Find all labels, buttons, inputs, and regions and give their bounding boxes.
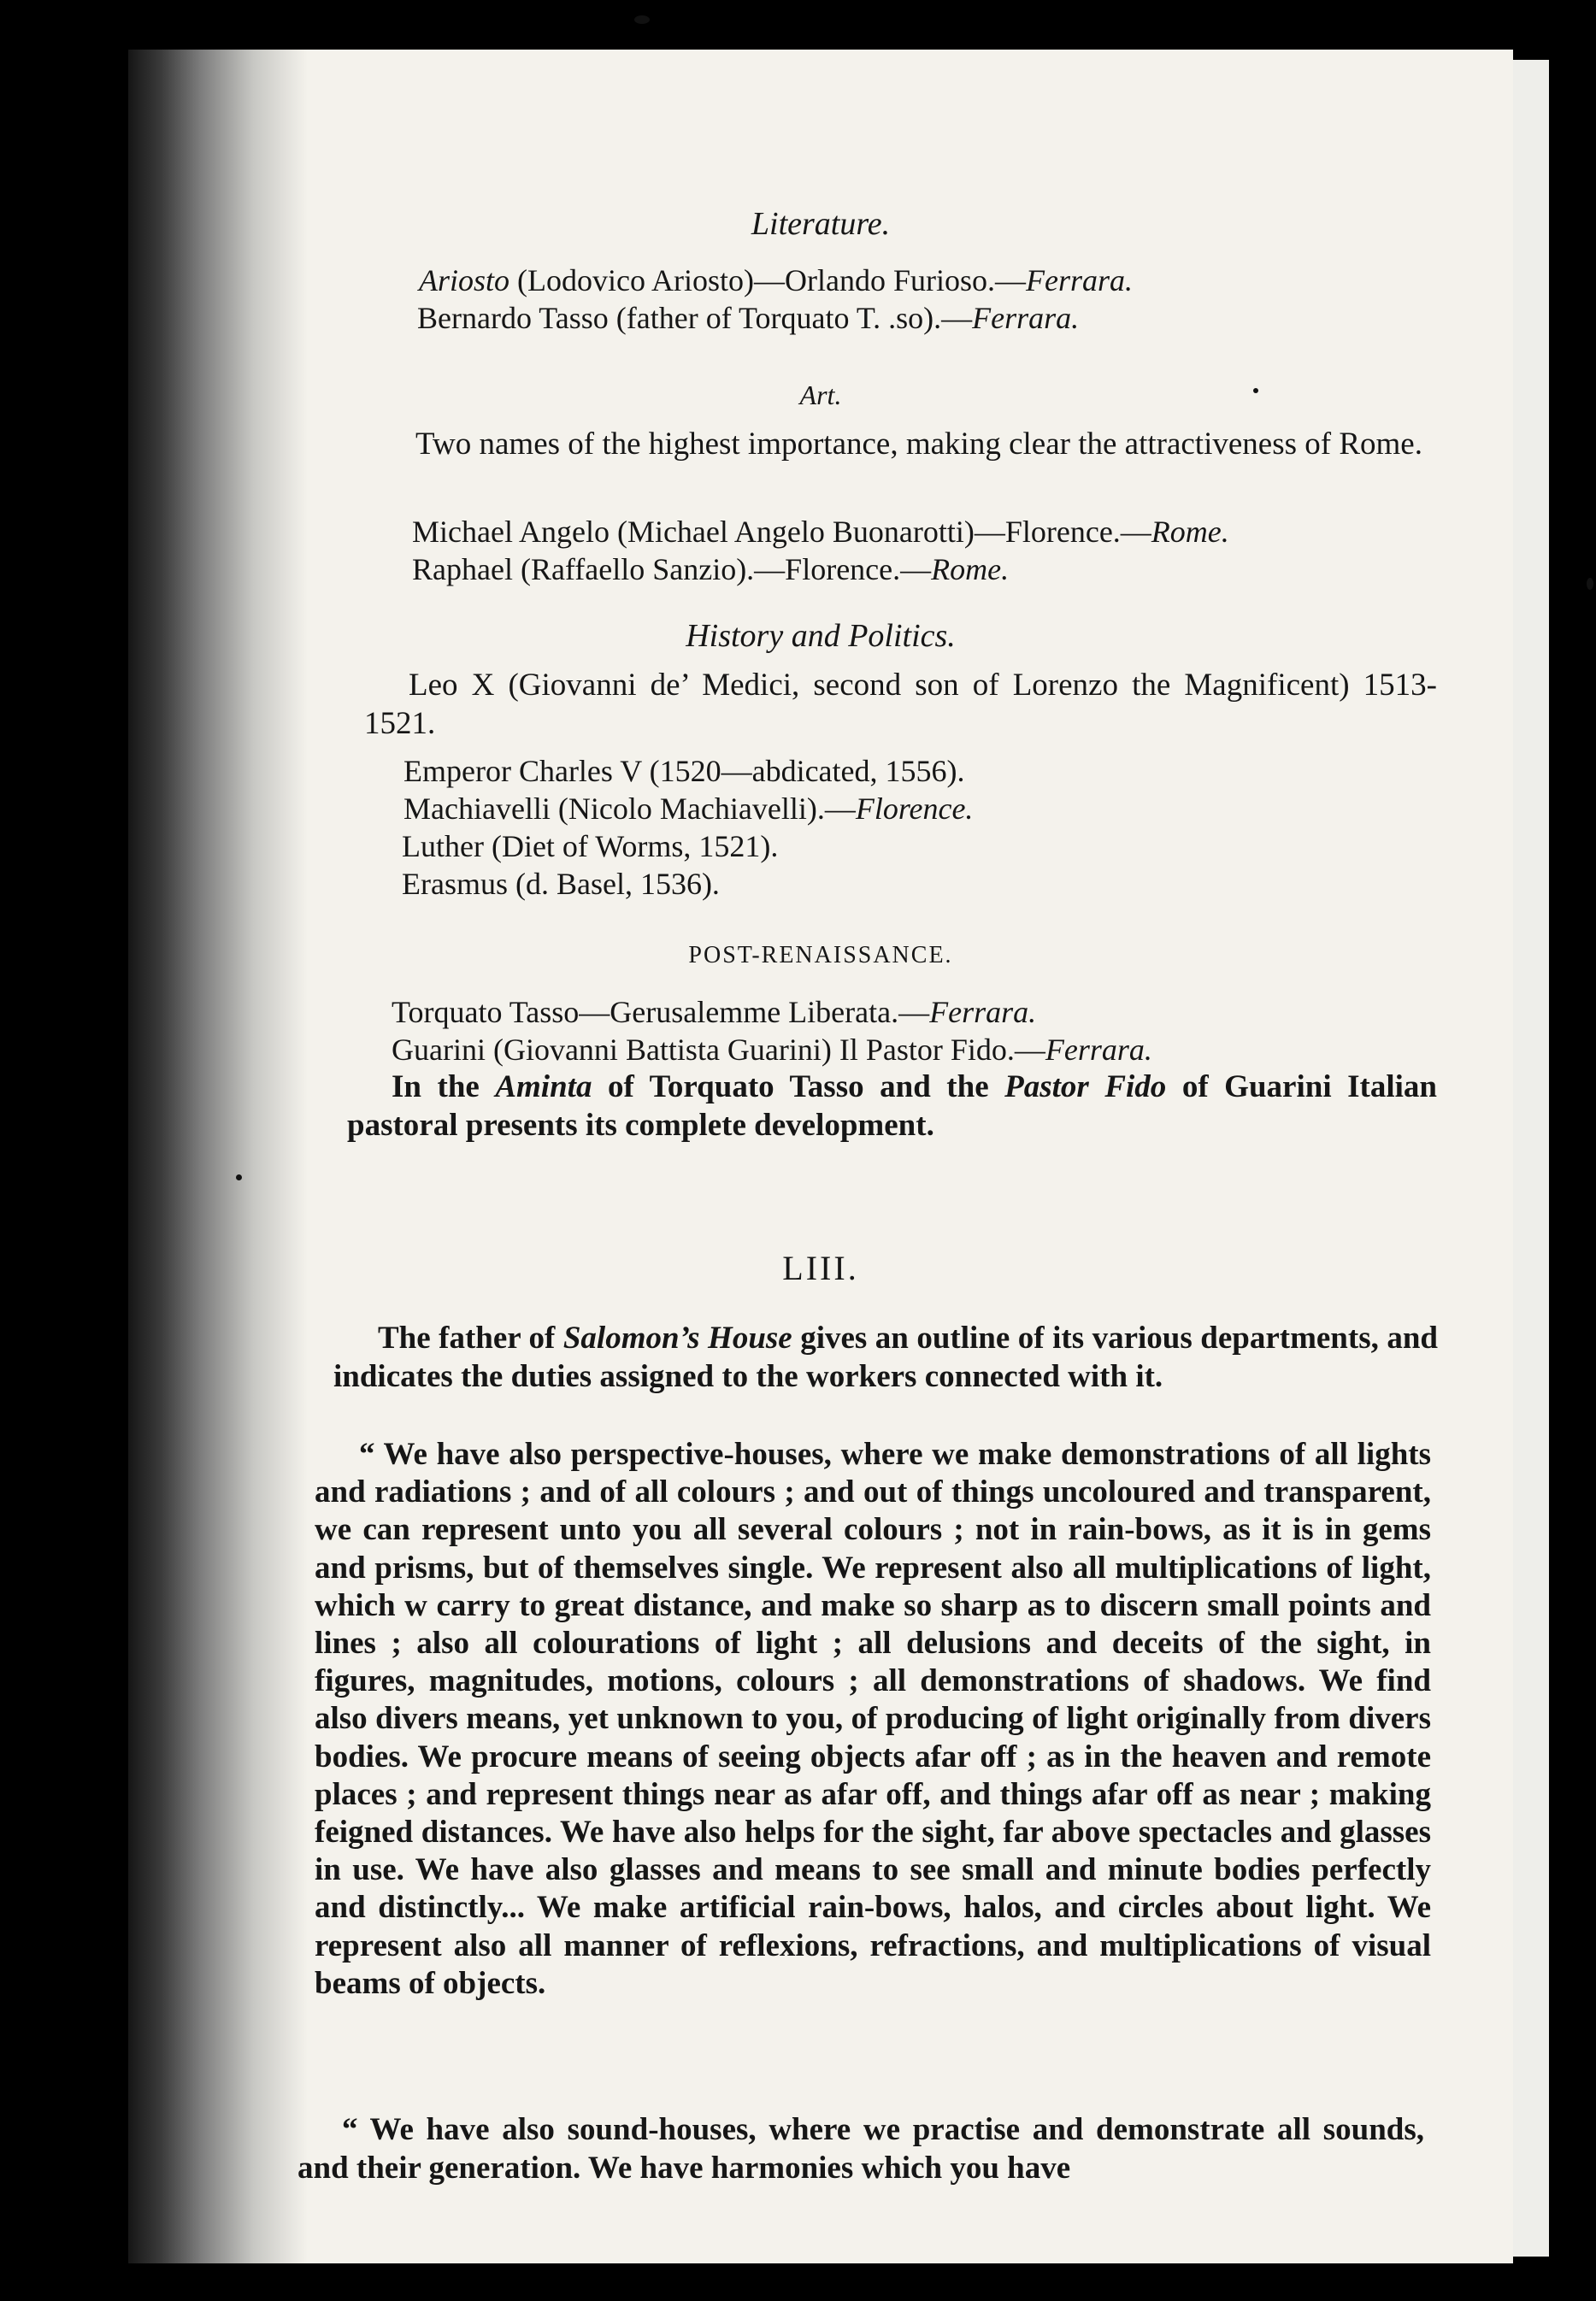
michael-angelo-line: [412, 513, 1229, 550]
machiavelli-text: Machiavelli (Nicolo Machiavelli).—: [403, 792, 856, 826]
bernardo-text: Bernardo Tasso (father of Torquato T. .so).—: [417, 301, 973, 335]
pastoral-text-3: of Guarini Italian pastoral presents its complete development.: [347, 1069, 1437, 1143]
section-intro-text-2: gives an outline of its various departments, and indicates the duties assigned to the workers connected with it.: [333, 1321, 1438, 1394]
section-intro: [333, 1320, 1438, 1396]
ariosto-name: Ariosto: [419, 263, 510, 297]
scan-speck: [634, 15, 650, 24]
scan-speck: [236, 1174, 242, 1180]
pastor-fido-title: Pastor Fido: [1004, 1069, 1167, 1104]
leo-x-entry: Leo X (Giovanni de’ Medici, second son of Lorenzo the Magnificent) 1513-1521.: [364, 668, 1437, 741]
guarini-text: Guarini (Giovanni Battista Guarini) Il Pastor Fido.—: [392, 1033, 1045, 1067]
adjacent-page-edge: [1513, 60, 1549, 2257]
luther-line: Luther (Diet of Worms, 1521).: [402, 829, 779, 863]
torquato-tasso-line: [392, 993, 1036, 1031]
charles-v-line: Emperor Charles V (1520—abdicated, 1556).: [403, 754, 965, 788]
ariosto-line: [419, 262, 1133, 299]
raphael-text: Raphael (Raffaello Sanzio).—Florence.—: [412, 552, 932, 586]
torquato-tasso-text: Torquato Tasso—Gerusalemme Liberata.—: [392, 995, 930, 1029]
post-renaissance-heading: POST-RENAISSANCE.: [688, 942, 953, 968]
bernardo-line: [417, 299, 1079, 337]
raphael-line: [412, 550, 1009, 588]
raphael-place: Rome.: [931, 552, 1010, 586]
adjacent-page-border: [1549, 60, 1554, 2257]
perspective-houses-quote: “ We have also perspective-houses, where we make demonstrations of all lights and radiations ; and of all colours ; and out of things uncoloured and transparent, we can represent unto you all several colours ; not in rain-bows, as it is in gems and prisms, but of themselves single. We represent also all multiplications of light, which w carry to great distance, and make so sharp as to discern small points and lines ; also all colourations of light ; all delusions and deceits of the sight, in figures, magnitudes, motions, colours ; all demonstrations of shadows. We find also divers means, yet unknown to you, of producing of light originally from divers bodies. We procure means of seeing objects afar off ; as in the heaven and remote places ; and represent things near as afar off, and things afar off as near ; making feigned distances. We have also helps for the sight, far above spectacles and glasses in use. We have also glasses and means to see small and minute bodies perfectly and distinctly... We make artificial rain-bows, halos, and circles about light. We represent also all manner of reflexions, refractions, and multiplications of visual beams of objects.: [315, 1437, 1431, 2001]
michael-angelo-text: Michael Angelo (Michael Angelo Buonarotti)—Florence.—: [412, 515, 1151, 549]
erasmus-line: Erasmus (d. Basel, 1536).: [402, 867, 720, 901]
literature-heading: Literature.: [751, 206, 891, 242]
section-numeral: LIII.: [782, 1249, 859, 1287]
art-heading: Art.: [799, 380, 842, 410]
aminta-title: Aminta: [495, 1069, 592, 1104]
pastoral-text-2: of Torquato Tasso and the: [592, 1069, 1005, 1104]
art-intro: Two names of the highest importance, making clear the attractiveness of Rome.: [415, 427, 1422, 462]
torquato-tasso-place: Ferrara.: [929, 995, 1037, 1029]
book-page: [128, 50, 1513, 2263]
sound-houses-quote: “ We have also sound-houses, where we practise and demonstrate all sounds, and their generation. We have harmonies which you have: [297, 2112, 1424, 2186]
ariosto-place: Ferrara.: [1025, 263, 1133, 297]
guarini-place: Ferrara.: [1045, 1033, 1152, 1067]
pastoral-paragraph: [347, 1068, 1437, 1145]
bernardo-place: Ferrara.: [972, 301, 1080, 335]
machiavelli-place: Florence.: [855, 792, 974, 826]
history-heading: History and Politics.: [686, 618, 956, 654]
machiavelli-line: [403, 790, 973, 827]
scan-speck: [1587, 578, 1593, 590]
ariosto-text: (Lodovico Ariosto)—Orlando Furioso.—: [509, 263, 1026, 297]
scan-speck: [1253, 388, 1258, 393]
section-intro-text-1: The father of: [378, 1321, 563, 1356]
pastoral-text-1: In the: [392, 1069, 496, 1104]
salomons-house-title: Salomon’s House: [562, 1321, 792, 1356]
guarini-line: [392, 1031, 1152, 1068]
michael-angelo-place: Rome.: [1151, 515, 1229, 549]
